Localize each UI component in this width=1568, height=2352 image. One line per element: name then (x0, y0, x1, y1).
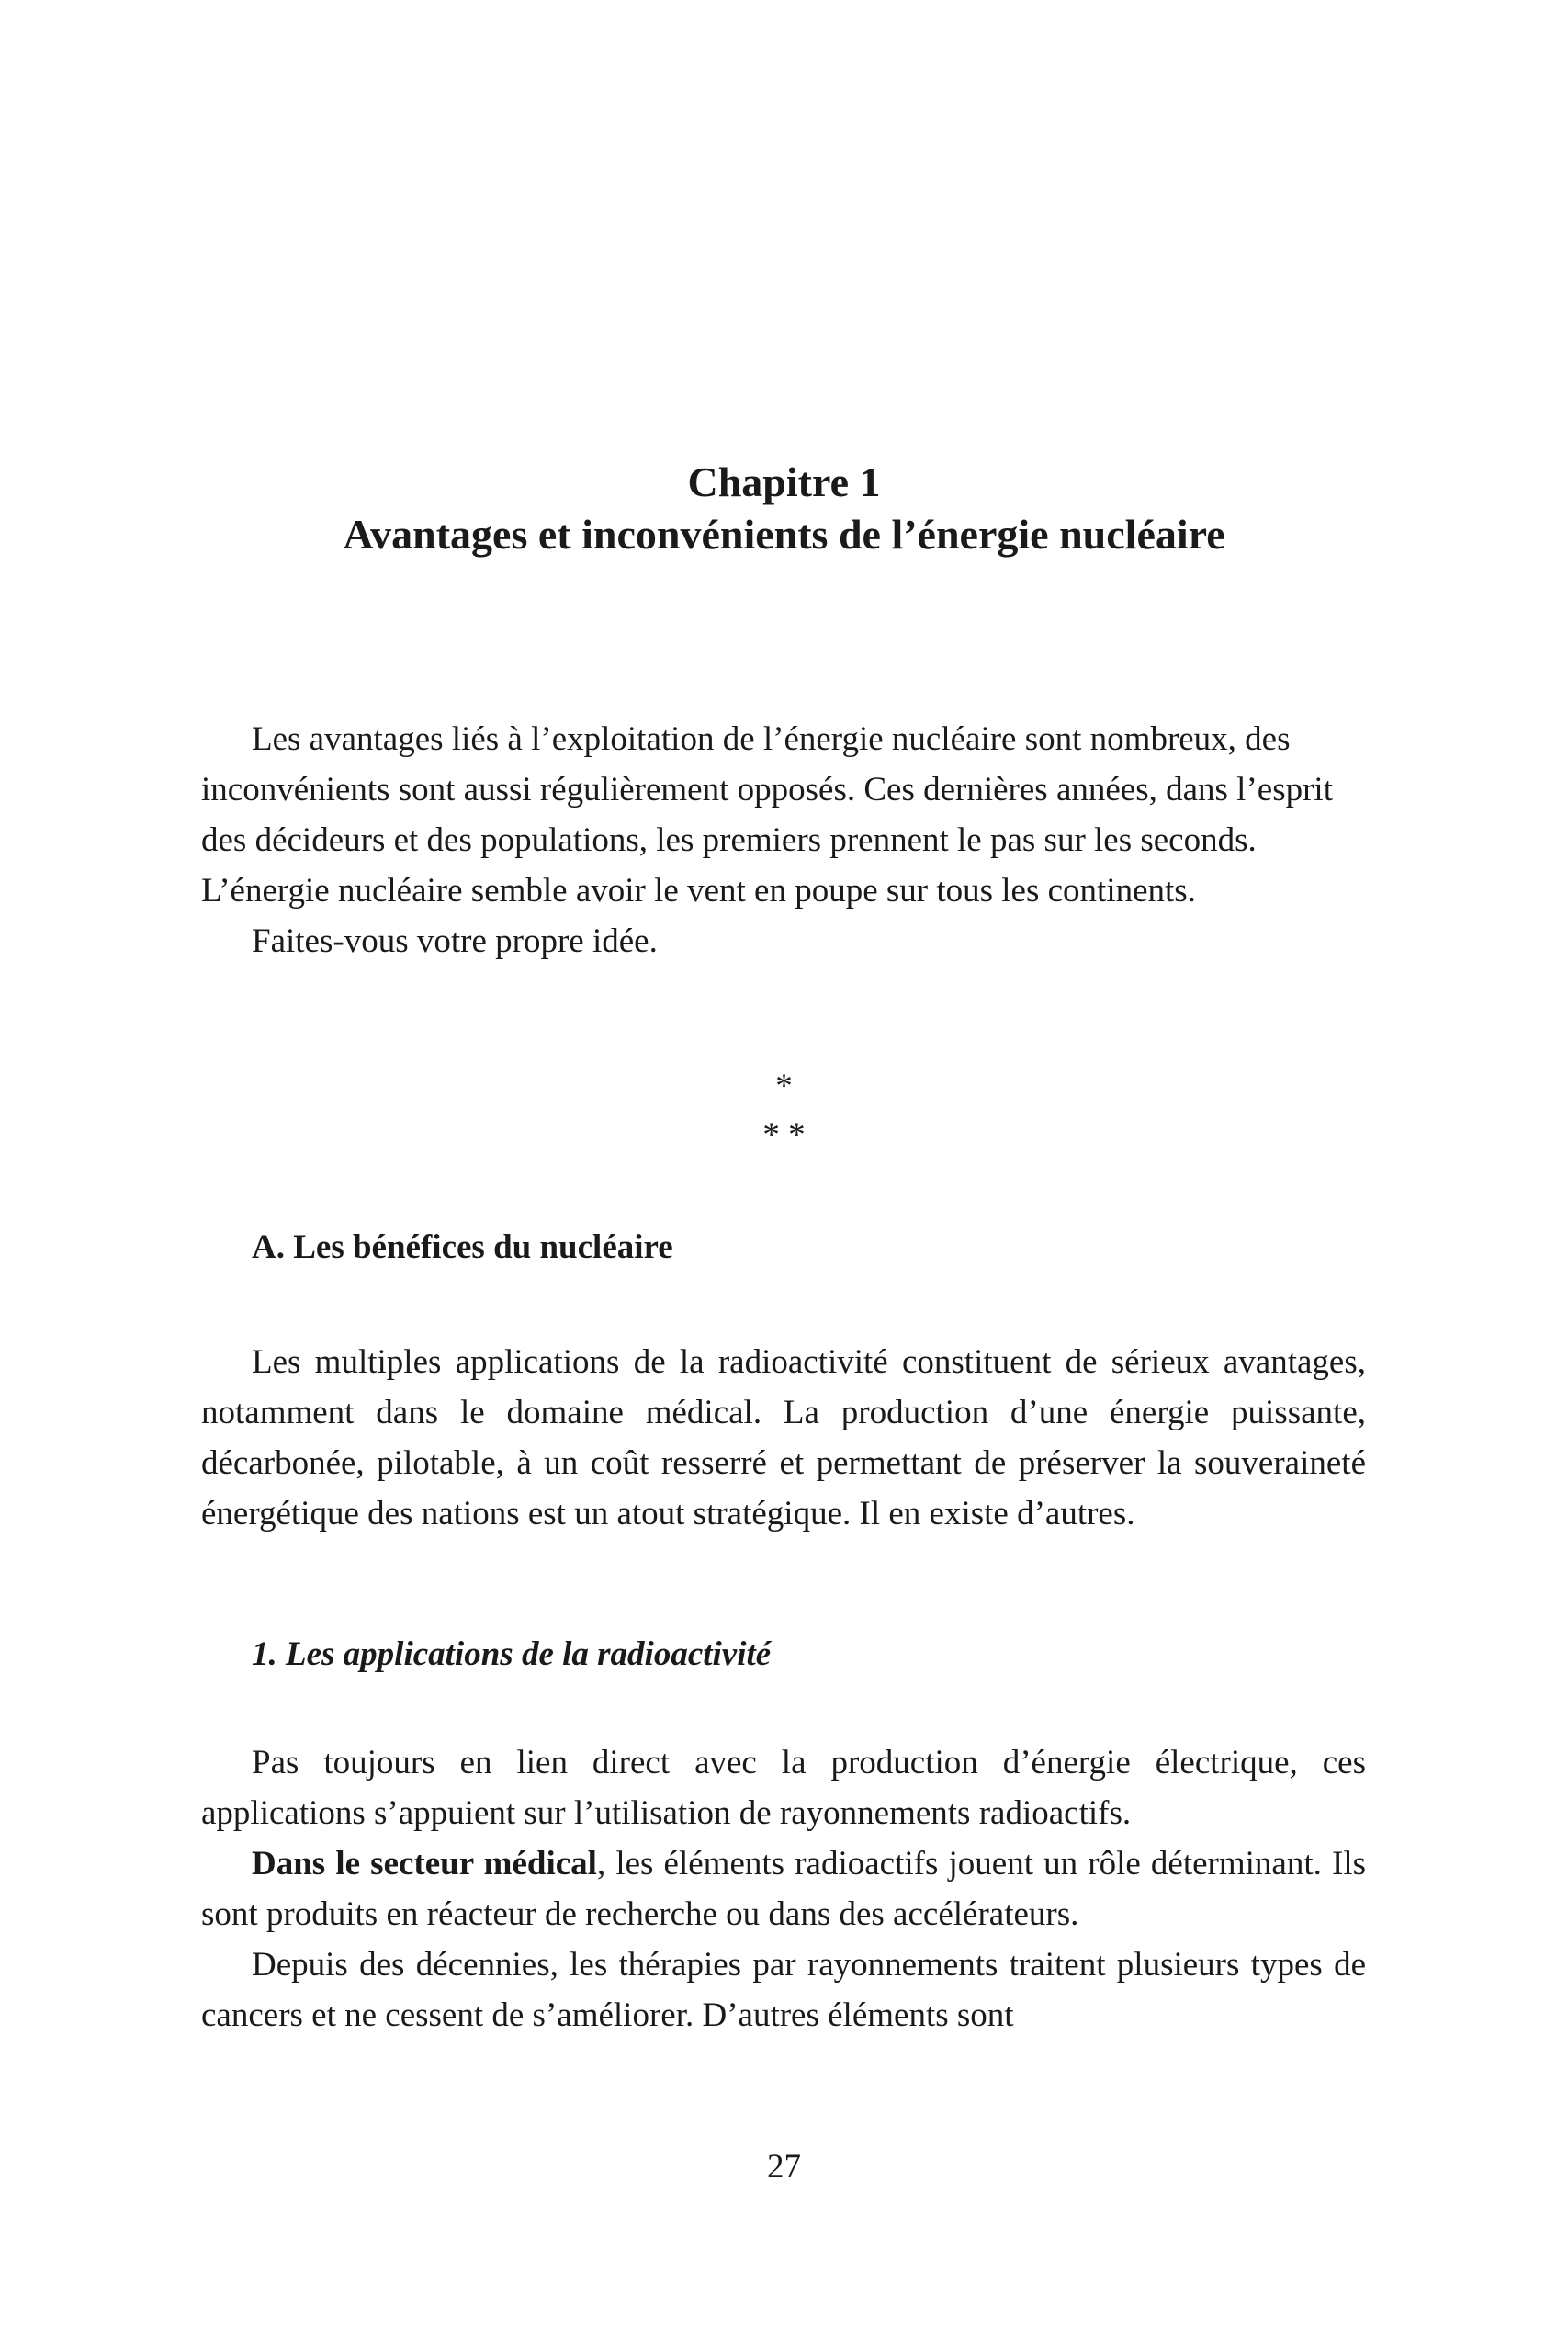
section-1-paragraph-2 (201, 1838, 1366, 1939)
intro-text (201, 714, 1366, 967)
section-1-paragraph-2-rest: , les éléments radioactifs jouent un rôle déterminant. Ils sont produits en réacteur de recherche ou dans des accélérateurs. (201, 1845, 1366, 1933)
chapter-number: Chapitre 1 (687, 458, 881, 505)
separator-asterisk-top: * (775, 1068, 793, 1105)
chapter-title: Avantages et inconvénients de l’énergie nucléaire (343, 511, 1225, 558)
section-a-paragraph: Les multiples applications de la radioactivité constituent de sérieux avantages, notamment dans le domaine médical. La production d’une énergie puissante, décarbonée, pilotable, à un coût resserré et permettant de préserver la souveraineté énergétique des nations est un atout stratégique. Il en existe d’autres. (201, 1343, 1366, 1532)
intro-paragraph-closing: Faites-vous votre propre idée. (252, 922, 658, 960)
page-number: 27 (767, 2148, 801, 2186)
section-1-text (201, 1737, 1366, 2041)
section-1-heading: 1. Les applications de la radioactivité (252, 1635, 772, 1673)
section-1-paragraph-3: Depuis des décennies, les thérapies par rayonnements traitent plusieurs types de cancers et ne cessent de s’améliorer. D’autres éléments sont (201, 1946, 1366, 2034)
section-1-paragraph-1: Pas toujours en lien direct avec la production d’énergie électrique, ces applications s’appuient sur l’utilisation de rayonnements radioactifs. (201, 1744, 1366, 1832)
medical-sector-emphasis: Dans le secteur médical (252, 1845, 597, 1883)
section-a-heading: A. Les bénéfices du nucléaire (252, 1228, 673, 1266)
section-a-text (201, 1337, 1366, 1539)
separator-asterisk-bottom: * * (762, 1116, 806, 1154)
chapter-heading (0, 456, 1568, 560)
intro-paragraph: Les avantages liés à l’exploitation de l’énergie nucléaire sont nombreux, des inconvénients sont aussi régulièrement opposés. Ces dernières années, dans l’esprit des décideurs et des populations, les premiers prennent le pas sur les seconds. L’énergie nucléaire semble avoir le vent en poupe sur tous les continents. (201, 720, 1333, 910)
